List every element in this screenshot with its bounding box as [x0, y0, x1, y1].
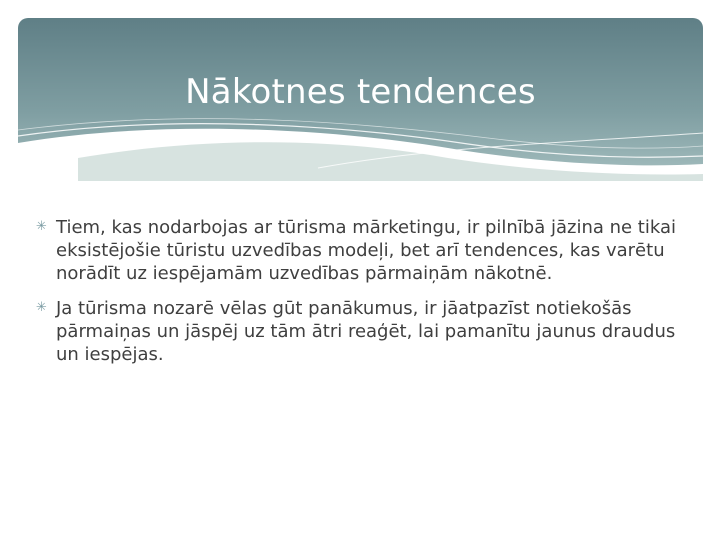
asterisk-bullet-icon: ✳ — [36, 300, 47, 315]
list-item — [36, 297, 696, 366]
title-banner — [18, 18, 703, 188]
list-item — [36, 216, 696, 285]
bullet-text: Ja tūrisma nozarē vēlas gūt panākumus, ir jāatpazīst notiekošās pārmaiņas un jāspēj uz tām ātri reaģēt, lai pamanītu jaunus draudus un iespējas. — [56, 298, 676, 365]
bullet-text: Tiem, kas nodarbojas ar tūrisma mārketingu, ir pilnībā jāzina ne tikai eksistējošie tūristu uzvedības modeļi, bet arī tendences, kas varētu norādīt uz iespējamām uzvedības pārmaiņām nākotnē. — [56, 217, 677, 284]
asterisk-bullet-icon: ✳ — [36, 219, 47, 234]
slide-title: Nākotnes tendences — [185, 72, 536, 112]
bullet-list — [36, 216, 696, 378]
